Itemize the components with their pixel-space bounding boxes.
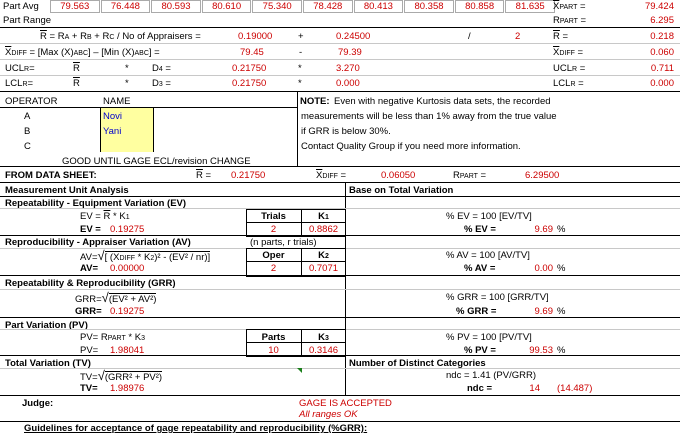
- fds-rbar-value: 0.21750: [231, 170, 266, 181]
- ucl-result-label: UCLR =: [553, 63, 586, 74]
- grr-value-label: GRR=: [75, 306, 102, 317]
- grr-pct-formula: % GRR = 100 [GRR/TV]: [446, 292, 549, 303]
- ev-pct-formula: % EV = 100 [EV/TV]: [446, 211, 532, 222]
- rbar-result-label: $\overline{R}$ =: [553, 31, 569, 42]
- grr-pct-sign: %: [557, 306, 566, 317]
- right-header: Base on Total Variation: [349, 185, 454, 196]
- operator-b-name[interactable]: Yani: [103, 126, 122, 137]
- grr-value: 0.19275: [110, 306, 145, 317]
- ev-k-table: [246, 209, 346, 237]
- av-oper: 2: [270, 263, 277, 274]
- rbar-value-b: 0.24500: [336, 31, 371, 42]
- rbar-formula: $\overline{R}$ = RA + RB + RC / No of Appraisers =: [40, 31, 201, 42]
- part-range-label: Part Range: [3, 15, 52, 26]
- fds-xdiff-value: 0.06050: [381, 170, 416, 181]
- ev-formula: EV = $\overline{R} * K1$: [80, 211, 130, 222]
- av-value: 0.00000: [110, 263, 145, 274]
- xdiff-minus: -: [299, 47, 303, 58]
- lcl-d3-value: 0.000: [336, 78, 360, 89]
- ndc-title: Number of Distinct Categories: [349, 358, 486, 369]
- pv-formula: PV= RPART * K3: [80, 332, 145, 343]
- av-pct-sign: %: [557, 263, 566, 274]
- part-avg-value: 78.428: [313, 1, 343, 12]
- part-avg-cell: [101, 0, 151, 13]
- ucl-label: UCLR=: [5, 63, 35, 74]
- ndc-formula: ndc = 1.41 (PV/GRR): [446, 370, 537, 381]
- ndc-raw: (14.487): [557, 383, 593, 394]
- xpart-value: 79.424: [644, 1, 674, 12]
- tv-title: Total Variation (TV): [5, 358, 91, 369]
- ucl-star: *: [125, 63, 129, 74]
- note-label: NOTE:: [300, 96, 330, 107]
- good-until-label: GOOD UNTIL GAGE ECL/revision CHANGE: [62, 156, 251, 167]
- part-avg-cell: [252, 0, 302, 13]
- rbar-slash: /: [468, 31, 471, 42]
- ev-k1-header: K1: [318, 211, 329, 222]
- rbar-result: 0.218: [650, 31, 674, 42]
- pv-parts: 10: [268, 345, 279, 356]
- from-data-sheet-label: FROM DATA SHEET:: [5, 170, 97, 181]
- rpart-label: RPART =: [553, 15, 587, 26]
- lcl-result: 0.000: [650, 78, 674, 89]
- xdiff-result: 0.060: [650, 47, 674, 58]
- operator-header: OPERATOR: [5, 96, 58, 107]
- lcl-star-2: *: [298, 78, 302, 89]
- part-avg-value: 81.635: [515, 1, 545, 12]
- ucl-rbar-value: 0.21750: [232, 63, 267, 74]
- av-pct-label: % AV =: [464, 263, 496, 274]
- xdiff-formula: $\overline{X}DIFF = [Max$ (X)ABC] – [Min (X)ABC] =: [5, 47, 160, 58]
- left-header: Measurement Unit Analysis: [5, 185, 129, 196]
- fds-rpart-label: RPART =: [453, 170, 487, 181]
- lcl-label: LCLR=: [5, 78, 34, 89]
- pv-k-table: [246, 329, 346, 357]
- pv-pct-sign: %: [557, 345, 566, 356]
- ucl-d4-value: 3.270: [336, 63, 360, 74]
- av-note: (n parts, r trials): [250, 237, 317, 248]
- fds-rbar-label: $\overline{R}$ =: [196, 170, 212, 181]
- tv-value: 1.98976: [110, 383, 145, 394]
- part-avg-cell: [404, 0, 454, 13]
- pv-value-label: PV=: [80, 345, 99, 356]
- part-avg-value: 79.563: [60, 1, 90, 12]
- part-avg-cell: [151, 0, 201, 13]
- operator-b-letter: B: [24, 126, 31, 137]
- ev-k1: 0.8862: [308, 224, 339, 235]
- name-header: NAME: [103, 96, 131, 107]
- pv-pct-value: 99.53: [529, 345, 553, 356]
- pv-parts-header: Parts: [261, 332, 286, 343]
- pv-k3: 0.3146: [308, 345, 339, 356]
- note-line-3: if GRR is below 30%.: [301, 126, 391, 137]
- av-pct-value: 0.00: [534, 263, 553, 274]
- rbar-plus: +: [298, 31, 304, 42]
- part-avg-value: 75.340: [262, 1, 292, 12]
- ndc-label: ndc =: [467, 383, 493, 394]
- pv-k3-header: K3: [318, 332, 329, 343]
- part-avg-cell: [202, 0, 252, 13]
- grr-formula: GRR=√(EV² + AV²): [75, 290, 157, 305]
- note-line-4: Contact Quality Group if you need more information.: [301, 141, 521, 152]
- note-line-1: Even with negative Kurtosis data sets, the recorded: [334, 96, 551, 107]
- part-avg-value: 80.858: [465, 1, 495, 12]
- pv-title: Part Variation (PV): [5, 320, 88, 331]
- operator-a-name[interactable]: Novi: [103, 111, 123, 122]
- av-formula: AV=√[ $(\overline{X}DIFF * K2)^2 - (EV^2 / nr)$]: [80, 248, 211, 263]
- part-avg-value: 80.358: [414, 1, 444, 12]
- operator-c-letter: C: [24, 141, 31, 152]
- lcl-result-label: LCLR =: [553, 78, 584, 89]
- ev-value: 0.19275: [110, 224, 145, 235]
- fds-xdiff-label: $\overline{X}DIFF$ =: [316, 170, 347, 181]
- xdiff-result-label: $\overline{X}DIFF$ =: [553, 47, 584, 58]
- ucl-d4: D4 =: [152, 63, 171, 74]
- lcl-rbar: $\overline{R}$: [73, 78, 80, 89]
- operator-a-letter: A: [24, 111, 31, 122]
- pv-pct-label: % PV =: [464, 345, 496, 356]
- ev-pct-label: % EV =: [464, 224, 496, 235]
- pv-value: 1.98041: [110, 345, 145, 356]
- ev-value-label: EV =: [80, 224, 101, 235]
- av-title: Reproducibility - Appraiser Variation (AV): [5, 237, 191, 248]
- ucl-star-2: *: [298, 63, 302, 74]
- cell-comment-indicator: [297, 368, 302, 373]
- part-avg-label: Part Avg: [3, 1, 39, 12]
- xdiff-max: 79.45: [240, 47, 264, 58]
- av-pct-formula: % AV = 100 [AV/TV]: [446, 250, 530, 261]
- part-avg-cell: [455, 0, 505, 13]
- judge-label: Judge:: [22, 398, 54, 409]
- xpart-label: $\overline{X}PART$ =: [553, 1, 586, 12]
- pv-pct-formula: % PV = 100 [PV/TV]: [446, 332, 532, 343]
- part-avg-cell: [50, 0, 100, 13]
- av-value-label: AV=: [80, 263, 99, 274]
- lcl-d3: D3 =: [152, 78, 171, 89]
- grr-pct-value: 9.69: [534, 306, 553, 317]
- part-avg-cell: [303, 0, 353, 13]
- note-line-2: measurements will be less than 1% away from the true value: [301, 111, 557, 122]
- lcl-star: *: [125, 78, 129, 89]
- grr-pct-label: % GRR =: [456, 306, 497, 317]
- ev-pct-value: 9.69: [534, 224, 553, 235]
- grr-title: Repeatability & Reproducibility (GRR): [5, 278, 176, 289]
- tv-formula: TV=√(GRR² + PV²): [80, 368, 163, 383]
- ucl-result: 0.711: [650, 63, 674, 74]
- part-avg-value: 80.413: [363, 1, 393, 12]
- guidelines-heading: Guidelines for acceptance of gage repeatability and reproducibility (%GRR):: [24, 423, 368, 434]
- rbar-value-a: 0.19000: [238, 31, 273, 42]
- rbar-appraisers: 2: [515, 31, 521, 42]
- av-oper-header: Oper: [262, 250, 285, 261]
- ev-pct-sign: %: [557, 224, 566, 235]
- part-avg-value: 80.593: [161, 1, 191, 12]
- part-avg-value: 80.610: [212, 1, 242, 12]
- ev-trials-header: Trials: [261, 211, 286, 222]
- part-avg-cell: [505, 0, 555, 13]
- judge-result: GAGE IS ACCEPTED: [299, 398, 392, 409]
- fds-rpart-value: 6.29500: [525, 170, 560, 181]
- ucl-rbar: $\overline{R}$: [73, 63, 80, 74]
- ev-trials: 2: [270, 224, 277, 235]
- av-k2: 0.7071: [308, 263, 339, 274]
- av-k-table: [246, 248, 346, 277]
- rpart-value: 6.295: [650, 15, 674, 26]
- tv-value-label: TV=: [80, 383, 98, 394]
- ev-title: Repeatability - Equipment Variation (EV): [5, 198, 187, 209]
- part-avg-cell: [354, 0, 404, 13]
- lcl-rbar-value: 0.21750: [232, 78, 267, 89]
- ndc-value: 14: [529, 383, 540, 394]
- part-avg-value: 76.448: [110, 1, 140, 12]
- av-k2-header: K2: [318, 250, 329, 261]
- judge-subtext: All ranges OK: [299, 409, 358, 420]
- xdiff-min: 79.39: [338, 47, 362, 58]
